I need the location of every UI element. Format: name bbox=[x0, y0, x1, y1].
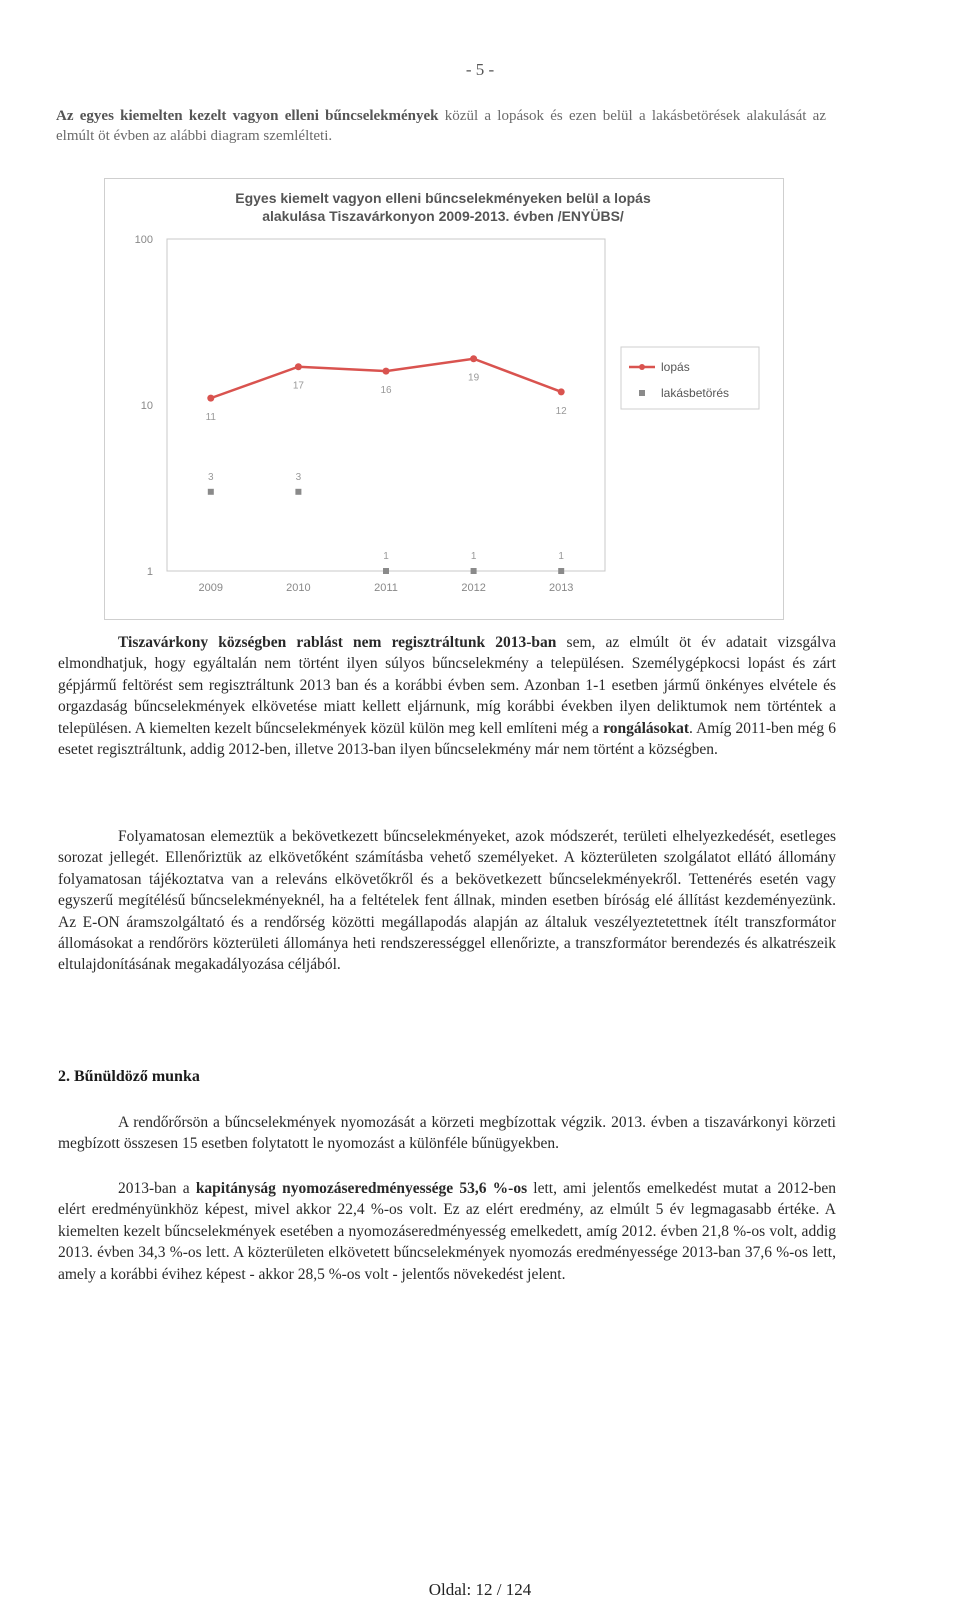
legend-label: lopás bbox=[661, 360, 690, 374]
para1-text: sem, az elmúlt öt év adatait vizsgálva elmondhatjuk, hogy egyáltalán nem történt ilyen súlyos bűncselekmény a településen. Személygépkocsi lopást és zárt gépjármű feltörést sem regisztráltunk 2013 ban és a korábbi évben sem. Azonban 1-1 esetben jármű önkényes elvétele és orgazdaság bűncselekmények elkövetése miatt kellett eljárnunk, míg korábbi években ilyen deliktumok nem történtek a településen. A kiemelten kezelt bűncselekmények közül külön meg kell említeni még a bbox=[58, 634, 836, 737]
data-label: 19 bbox=[468, 372, 480, 384]
data-label: 3 bbox=[208, 471, 214, 483]
lakasbetores-point bbox=[208, 489, 214, 495]
lakasbetores-point bbox=[383, 568, 389, 574]
lakasbetores-point bbox=[558, 568, 564, 574]
page-number: - 5 - bbox=[465, 60, 495, 79]
intro-paragraph bbox=[56, 106, 826, 146]
paragraph-analysis bbox=[58, 826, 836, 976]
data-label: 17 bbox=[292, 380, 304, 392]
plot-area bbox=[167, 239, 605, 571]
lopas-point bbox=[470, 355, 477, 362]
paragraph-investigation bbox=[58, 1112, 836, 1155]
data-label: 1 bbox=[470, 551, 477, 562]
lopas-point bbox=[295, 363, 302, 370]
legend-marker-lopas bbox=[639, 364, 645, 370]
data-label: 16 bbox=[380, 385, 392, 397]
x-tick-label: 2013 bbox=[548, 582, 574, 594]
x-tick-label: 2012 bbox=[461, 582, 486, 594]
lopas-point bbox=[383, 368, 390, 375]
intro-rest: közül a lopások és ezen belül a lakásbetörések alakulását az elmúlt öt évben az alábbi diagram szemlélteti. bbox=[56, 108, 827, 144]
page-footer: Oldal: 12 / 124 bbox=[428, 1580, 532, 1599]
chart-title bbox=[235, 190, 651, 224]
para1-bold: Tiszavárkony községben rablást nem regisztráltunk 2013-ban bbox=[118, 634, 557, 651]
legend-marker-lakasbetores bbox=[639, 390, 645, 396]
lakasbetores-point bbox=[295, 489, 301, 495]
data-label: 1 bbox=[383, 551, 389, 562]
line-chart bbox=[105, 179, 783, 619]
lopas-point bbox=[207, 395, 214, 402]
para4-bold: kapitányság nyomozáseredményessége 53,6 %-os bbox=[195, 1180, 528, 1197]
para1-text2: . Amíg 2011-ben még 6 esetet regisztráltunk, addig 2012-ben, illetve 2013-ban ilyen bűncselekmény már nem történt a községben. bbox=[58, 719, 837, 759]
data-label: 3 bbox=[295, 471, 302, 483]
x-tick-label: 2011 bbox=[374, 582, 398, 594]
para3-text: A rendőrőrsön a bűncselekmények nyomozását a körzeti megbízottak végzik. 2013. évben a tiszavárkonyi körzeti megbízott összesen 15 esetben folytatott le nyomozást a különféle bűnügyekben. bbox=[58, 1114, 836, 1153]
paragraph-robbery bbox=[58, 632, 836, 760]
data-label: 1 bbox=[558, 551, 564, 562]
lopas-point bbox=[558, 388, 565, 395]
x-tick-label: 2010 bbox=[286, 582, 311, 594]
chart-container bbox=[104, 178, 784, 620]
section-heading: 2. Bűnüldöző munka bbox=[58, 1068, 200, 1085]
data-label: 12 bbox=[555, 405, 567, 417]
para2-text: Folyamatosan elemeztük a bekövetkezett bűncselekményeket, azok módszerét, területi elhelyezkedését, esetleges sorozat jellegét. Ellenőriztük az elkövetőként számításba vehető személyeket. A közterületen szolgálatot ellátó állomány folyamatosan tájékoztatva van a releváns elkövetőkről és a bekövetkezett bűncselekményekről. Tettenérés esetén vagy egyszerű megítélésű bűncselekményeknél, ha a feltételek fent állnak, minden esetben bíróság elé állítást kezdeményezünk. Az E-ON áramszolgáltató és a rendőrség közötti megállapodás alapján az általuk veszélyeztetettnek ítélt transzformátor állomásokat a rendőrörs közterületi állománya heti rendszerességgel ellenőrizte, a transzformátor berendezés és alkatrészeik eltulajdonításának megakadályozása céljából. bbox=[58, 828, 836, 974]
chart-title-line-1: Egyes kiemelt vagyon elleni bűncselekményeken belül a lopás bbox=[235, 190, 651, 206]
para4-text2: lett, ami jelentős emelkedést mutat a 2012-ben elért eredményünkhöz képest, mivel akkor 22,4 %-os volt. Ez az elért eredmény, az elmúlt 5 év legmagasabb értéke. A kiemelten kezelt bűncselekmények esetében a nyomozáseredményesség emelkedett, amíg 2012. évben 21,8 %-os volt, addig 2013. évben 34,3 %-os lett. A közterületen elkövetett bűncselekmények nyomozás eredményessége 2013-ban 37,6 %-os lett, amely a korábbi évihez képest - akkor 28,5 %-os volt - jelentős növekedést jelent. bbox=[58, 1180, 837, 1283]
lakasbetores-point bbox=[471, 568, 477, 574]
para1-bold2: rongálásokat bbox=[603, 719, 689, 737]
y-tick-label: 1 bbox=[146, 566, 153, 578]
para4-text1: 2013-ban a bbox=[118, 1180, 196, 1197]
y-tick-label: 100 bbox=[134, 234, 153, 246]
data-label: 11 bbox=[205, 412, 216, 424]
y-tick-label: 10 bbox=[140, 400, 153, 412]
intro-bold: Az egyes kiemelten kezelt vagyon elleni bűncselekmények bbox=[56, 108, 439, 124]
legend-label: lakásbetörés bbox=[661, 386, 730, 400]
chart-title-line-2: alakulása Tiszavárkonyon 2009-2013. évben /ENYÜBS/ bbox=[262, 208, 624, 224]
x-tick-label: 2009 bbox=[198, 582, 224, 594]
paragraph-efficiency bbox=[58, 1178, 836, 1285]
